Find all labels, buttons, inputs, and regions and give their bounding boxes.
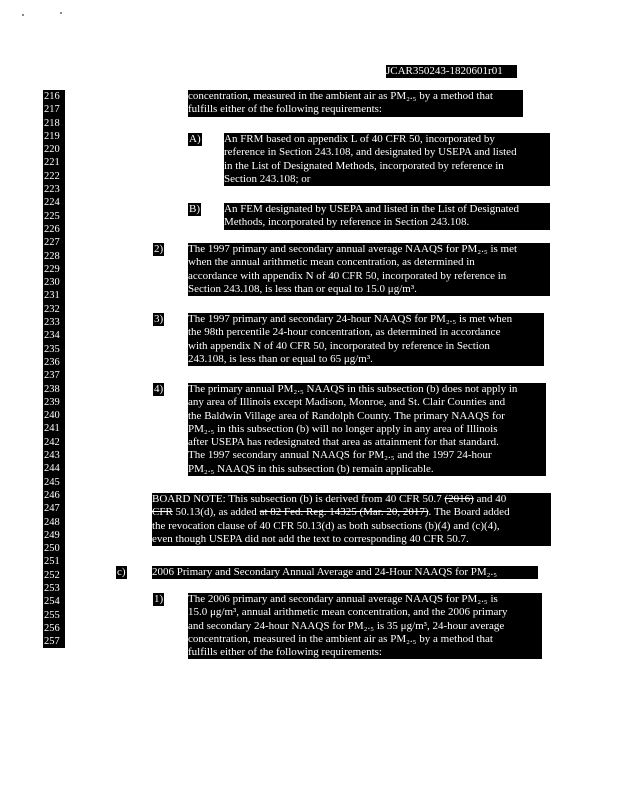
item-3-paragraph bbox=[188, 313, 544, 366]
text-line: with appendix N of 40 CFR 50, incorporated by reference in Section bbox=[188, 339, 490, 352]
line-number: 232 bbox=[44, 303, 60, 315]
line-number: 240 bbox=[44, 410, 60, 422]
text-line: the revocation clause of 40 CFR 50.13(d) as both subsections (b)(4) and (c)(4), bbox=[152, 519, 500, 532]
text-line: 243.108, is less than or equal to 65 μg/m³. bbox=[188, 352, 373, 365]
document-id: JCAR350243-1820601r01 bbox=[386, 65, 517, 78]
line-number: 246 bbox=[44, 489, 60, 501]
text-line: PM₂.₅ NAAQS in this subsection (b) remain applicable. bbox=[188, 462, 434, 475]
line-number: 255 bbox=[44, 609, 60, 621]
line-number: 248 bbox=[44, 516, 60, 528]
line-number: 222 bbox=[44, 170, 60, 182]
item-4-paragraph bbox=[188, 383, 546, 476]
text-line: The 2006 primary and secondary annual average NAAQS for PM₂.₅ is bbox=[188, 593, 498, 605]
line-number: 231 bbox=[44, 290, 60, 302]
text-line: Section 243.108; or bbox=[224, 172, 311, 185]
line-number: 242 bbox=[44, 436, 60, 448]
text-line: 15.0 μg/m³, annual arithmetic mean concentration, and the 2006 primary bbox=[188, 606, 508, 619]
text-line: in the List of Designated Methods, incorporated by reference in bbox=[224, 159, 504, 172]
text-line: fulfills either of the following requirements: bbox=[188, 103, 382, 116]
text-line: any area of Illinois except Madison, Monroe, and St. Clair Counties and bbox=[188, 396, 506, 409]
line-number: 218 bbox=[44, 117, 60, 129]
item-label-c1: 1) bbox=[154, 593, 164, 605]
line-number: 230 bbox=[44, 277, 60, 289]
text-line: after USEPA has redesignated that area as attainment for that standard. bbox=[188, 436, 499, 449]
line-number: 237 bbox=[44, 370, 60, 382]
line-number: 256 bbox=[44, 622, 60, 634]
line-number: 245 bbox=[44, 476, 60, 488]
line-number: 217 bbox=[44, 104, 60, 116]
line-number: 241 bbox=[44, 423, 60, 435]
text-line bbox=[152, 493, 551, 506]
item-label-2: 2) bbox=[154, 243, 164, 255]
text-line: Methods, incorporated by reference in Section 243.108. bbox=[224, 216, 470, 229]
line-number: 233 bbox=[44, 317, 60, 329]
line-number: 251 bbox=[44, 556, 60, 568]
text-line: An FEM designated by USEPA and listed in the List of Designated bbox=[224, 203, 520, 215]
text-line: Section 243.108, is less than or equal to 15.0 μg/m³. bbox=[188, 282, 417, 295]
line-number: 220 bbox=[44, 144, 60, 156]
deleted-text: (2016) bbox=[444, 493, 474, 505]
text-line: and secondary 24-hour NAAQS for PM₂.₅ is 35 μg/m³, 24-hour average bbox=[188, 619, 505, 632]
line-number: 225 bbox=[44, 210, 60, 222]
text-line: The 1997 secondary annual NAAQS for PM₂.₅ and the 1997 24-hour bbox=[188, 449, 492, 462]
line-number: 253 bbox=[44, 582, 60, 594]
text-line: reference in Section 243.108, and designated by USEPA and listed bbox=[224, 146, 517, 159]
text-line: accordance with appendix N of 40 CFR 50, incorporated by reference in bbox=[188, 269, 507, 282]
line-number: 221 bbox=[44, 157, 60, 169]
text-line: The primary annual PM₂.₅ NAAQS in this subsection (b) does not apply in bbox=[188, 383, 518, 395]
text-line bbox=[152, 506, 551, 519]
text-line: An FRM based on appendix L of 40 CFR 50, incorporated by bbox=[224, 133, 495, 145]
line-number-gutter bbox=[43, 90, 65, 648]
item-b-paragraph bbox=[224, 203, 550, 230]
deleted-text: CFR bbox=[152, 506, 173, 519]
section-label-c: c) bbox=[117, 566, 126, 578]
line-number: 216 bbox=[44, 91, 60, 102]
text-run: 50.13(d), as added bbox=[172, 506, 260, 519]
text-run: and 40 bbox=[473, 493, 507, 505]
line-number: 250 bbox=[44, 543, 60, 555]
line-number: 224 bbox=[44, 197, 60, 209]
text-line: even though USEPA did not add the text to corresponding 40 CFR 50.7. bbox=[152, 532, 469, 545]
item-label-b: B) bbox=[189, 203, 200, 215]
item-label-3: 3) bbox=[154, 313, 164, 325]
line-number: 247 bbox=[44, 503, 60, 515]
line-number: 219 bbox=[44, 130, 60, 142]
section-c-heading bbox=[152, 566, 538, 579]
intro-paragraph bbox=[188, 90, 523, 117]
line-number: 257 bbox=[44, 636, 60, 648]
line-number: 236 bbox=[44, 356, 60, 368]
scan-speck bbox=[60, 12, 62, 14]
line-number: 227 bbox=[44, 237, 60, 249]
text-line: when the annual arithmetic mean concentration, as determined in bbox=[188, 256, 475, 269]
line-number: 234 bbox=[44, 330, 60, 342]
text-line: the Baldwin Village area of Randolph County. The primary NAAQS for bbox=[188, 409, 505, 422]
item-2-paragraph bbox=[188, 243, 550, 296]
item-c1-paragraph bbox=[188, 593, 542, 659]
line-number: 243 bbox=[44, 450, 60, 462]
line-number: 235 bbox=[44, 343, 60, 355]
text-line: The 1997 primary and secondary 24-hour NAAQS for PM₂.₅ is met when bbox=[188, 313, 513, 325]
line-number: 229 bbox=[44, 263, 60, 275]
line-number: 244 bbox=[44, 463, 60, 475]
text-line: 2006 Primary and Secondary Annual Average and 24-Hour NAAQS for PM₂.₅ bbox=[152, 566, 498, 578]
text-line: the 98th percentile 24-hour concentration, as determined in accordance bbox=[188, 326, 501, 339]
text-line: concentration, measured in the ambient air as PM₂.₅ by a method that bbox=[188, 90, 493, 102]
scan-speck bbox=[22, 14, 24, 16]
line-number: 223 bbox=[44, 184, 60, 196]
text-run: BOARD NOTE: This subsection (b) is derived from 40 CFR 50.7 bbox=[152, 493, 445, 505]
text-line: PM₂.₅ in this subsection (b) will no longer apply in any area of Illinois bbox=[188, 422, 498, 435]
text-run: . The Board added bbox=[428, 506, 510, 519]
item-label-4: 4) bbox=[154, 383, 164, 395]
line-number: 254 bbox=[44, 596, 60, 608]
line-number: 226 bbox=[44, 223, 60, 235]
text-line: The 1997 primary and secondary annual average NAAQS for PM₂.₅ is met bbox=[188, 243, 518, 255]
board-note bbox=[152, 493, 551, 546]
item-label-a: A) bbox=[189, 133, 201, 145]
line-number: 238 bbox=[44, 383, 60, 395]
line-number: 228 bbox=[44, 250, 60, 262]
item-a-paragraph bbox=[224, 133, 550, 186]
text-line: fulfills either of the following requirements: bbox=[188, 646, 382, 659]
line-number: 252 bbox=[44, 569, 60, 581]
text-line: concentration, measured in the ambient air as PM₂.₅ by a method that bbox=[188, 632, 493, 645]
line-number: 249 bbox=[44, 529, 60, 541]
line-number: 239 bbox=[44, 396, 60, 408]
deleted-text: at 82 Fed. Reg. 14325 (Mar. 20, 2017) bbox=[259, 506, 429, 519]
